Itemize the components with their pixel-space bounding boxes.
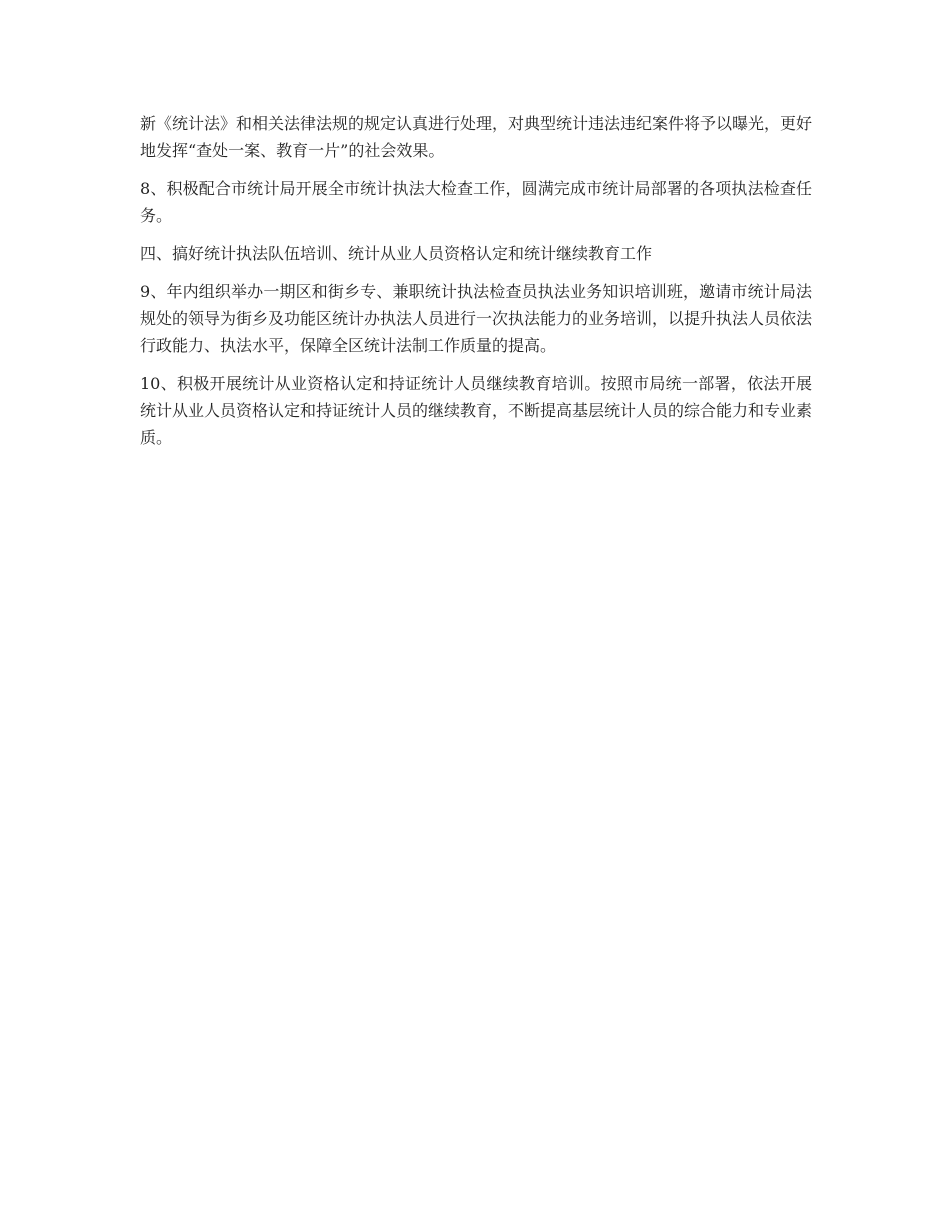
paragraph-penalty-exposure: 新《统计法》和相关法律法规的规定认真进行处理，对典型统计违法违纪案件将予以曝光，更好地发挥“查处一案、教育一片”的社会效果。 — [140, 114, 813, 160]
paragraph-item-8: 8、积极配合市统计局开展全市统计执法大检查工作，圆满完成市统计局部署的各项执法检查任务。 — [140, 179, 812, 225]
paragraph-item-10: 10、积极开展统计从业资格认定和持证统计人员继续教育培训。按照市局统一部署，依法开展统计从业人员资格认定和持证统计人员的继续教育，不断提高基层统计人员的综合能力和专业素质。 — [140, 374, 813, 447]
document-body — [140, 110, 812, 462]
section-heading-four: 四、搞好统计执法队伍培训、统计从业人员资格认定和统计继续教育工作 — [140, 244, 653, 263]
paragraph-item-9: 9、年内组织举办一期区和街乡专、兼职统计执法检查员执法业务知识培训班，邀请市统计局法规处的领导为街乡及功能区统计办执法人员进行一次执法能力的业务培训，以提升执法人员依法行政能力、执法水平，保障全区统计法制工作质量的提高。 — [140, 282, 813, 355]
